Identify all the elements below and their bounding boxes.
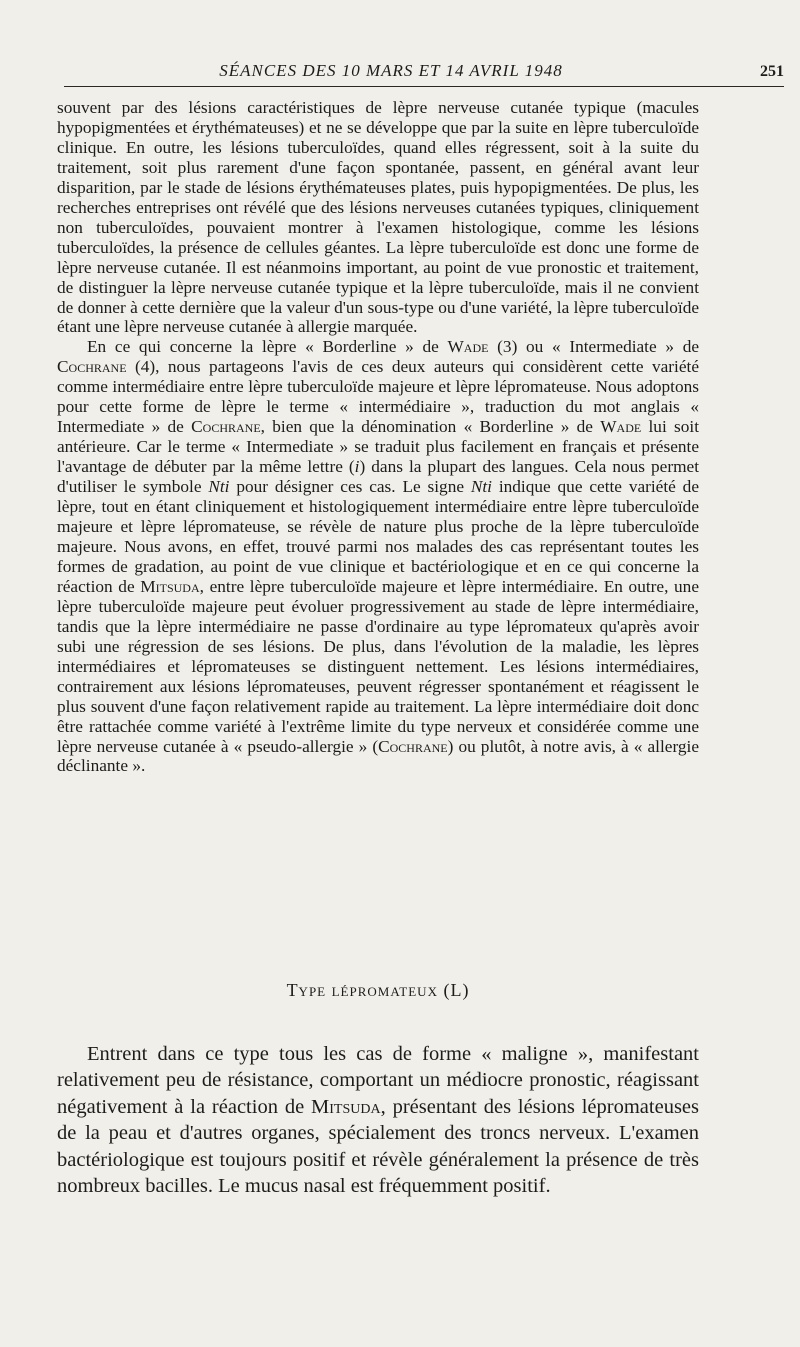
italic-term: Nti: [470, 477, 492, 497]
page-number: 251: [760, 63, 784, 80]
paragraph-1: [57, 98, 699, 337]
text-run: , entre lèpre tuberculoïde majeure et lèpre intermédiaire. En outre, une lèpre tuberculoïde majeure peut évoluer progressivement au stade de lèpre intermédiaire, tandis que la lèpre intermédiaire ne passe d'ordinaire au type lépromateux qu'après avoir subi une régression de ses lésions. De plus, dans l'évolution de la maladie, les lèpres intermédiaires et lépromateuses se distinguent nettement. Les lésions intermédiaires, contrairement aux lésions lépromateuses, peuvent régresser spontanément et réagissent le plus souvent d'une façon relativement rapide au traitement. La lèpre intermédiaire doit donc être rattachée comme variété à l'extrême limite du type nerveux et considérée comme une lèpre nerveuse cutanée à « pseudo-allergie » (: [57, 576, 699, 756]
text-run: ) dans la plupart des langues. Cela nous permet d'utiliser le symbole: [57, 457, 699, 497]
text-run: (4), nous partageons l'avis de ces deux auteurs qui considèrent cette variété comme intermédiaire entre lèpre tuberculoïde majeure et lèpre lépromateuse. Nous adoptons pour cette forme de lèpre le terme « intermédiaire », traduction du mot anglais « Intermediate » de: [57, 357, 699, 437]
text-run: souvent par des lésions caractéristiques de lèpre nerveuse cutanée typique (macules hypopigmentées et érythémateuses) et ne se développe que par la suite en lèpre tuberculoïde clinique. En outre, les lésions tuberculoïdes, quand elles régressent, soit à la suite du traitement, soit plus rarement d'une façon spontanée, passent, en général avant leur disparition, par le stade de lésions érythémateuses plates, puis hypopigmentées. De plus, les recherches entreprises ont révélé que des lésions nerveuses cutanées typiques, cliniquement non tuberculoïdes, pouvaient montrer à l'examen histologique, comme les lésions tuberculoïdes, la présence de cellules géantes. La lèpre tuberculoïde est donc une forme de lèpre nerveuse cutanée. Il est néanmoins important, au point de vue pronostic et traitement, de distinguer la lèpre nerveuse cutanée typique et la lèpre tuberculoïde, mais il ne convient de donner à cette dernière que la valeur d'un sous-type ou d'une variété, la lèpre tuberculoïde étant une lèpre nerveuse cutanée à allergie marquée.: [57, 98, 699, 337]
author-name: Mitsuda: [311, 1095, 381, 1118]
body-text: [57, 98, 699, 776]
text-run: En ce qui concerne la lèpre « Borderline » de: [87, 337, 448, 357]
italic-term: i: [354, 457, 360, 477]
section-paragraph: [57, 1041, 699, 1200]
section-heading: Type lépromateux (L): [286, 980, 470, 1000]
author-name: Cochrane: [57, 357, 127, 377]
running-header: [64, 58, 784, 87]
paragraph-2: [57, 337, 699, 776]
text-run: , présentant des lésions lépromateuses de la peau et d'autres organes, spécialement des troncs nerveux. L'examen bactériologique est toujours positif et révèle généralement la présence de très nombreux bacilles. Le mucus nasal est fréquemment positif.: [57, 1095, 699, 1197]
italic-term: Nti: [208, 477, 230, 497]
text-run: pour désigner ces cas. Le signe: [229, 477, 471, 497]
text-run: ) ou plutôt, à notre avis, à « allergie déclinante ».: [57, 736, 700, 776]
text-run: (3) ou « Intermediate » de: [488, 337, 700, 357]
running-title: SÉANCES DES 10 MARS ET 14 AVRIL 1948: [219, 61, 563, 80]
author-name: Cochrane: [378, 736, 448, 756]
author-name: Cochrane: [191, 417, 261, 437]
text-run: lui soit antérieure. Car le terme « Intermediate » se traduit plus facilement en français et présente l'avantage de débuter par la même lettre (: [57, 417, 699, 477]
author-name: Wade: [600, 417, 642, 437]
text-run: indique que cette variété de lèpre, tout en étant cliniquement et histologiquement intermédiaire entre lèpre tuberculoïde majeure et lèpre lépromateuse, se révèle de nature plus proche de la lèpre tuberculoïde majeure. Nous avons, en effet, trouvé parmi nos malades des cas représentant toutes les formes de gradation, au point de vue clinique et bactériologique et en ce qui concerne la réaction de: [57, 477, 699, 596]
author-name: Wade: [447, 337, 489, 357]
author-name: Mitsuda: [140, 576, 200, 596]
text-run: Entrent dans ce type tous les cas de forme « maligne », manifestant relativement peu de résistance, comportant un médiocre pronostic, réagissant négativement à la réaction de: [57, 1042, 699, 1118]
text-run: , bien que la dénomination « Borderline » de: [260, 417, 601, 437]
